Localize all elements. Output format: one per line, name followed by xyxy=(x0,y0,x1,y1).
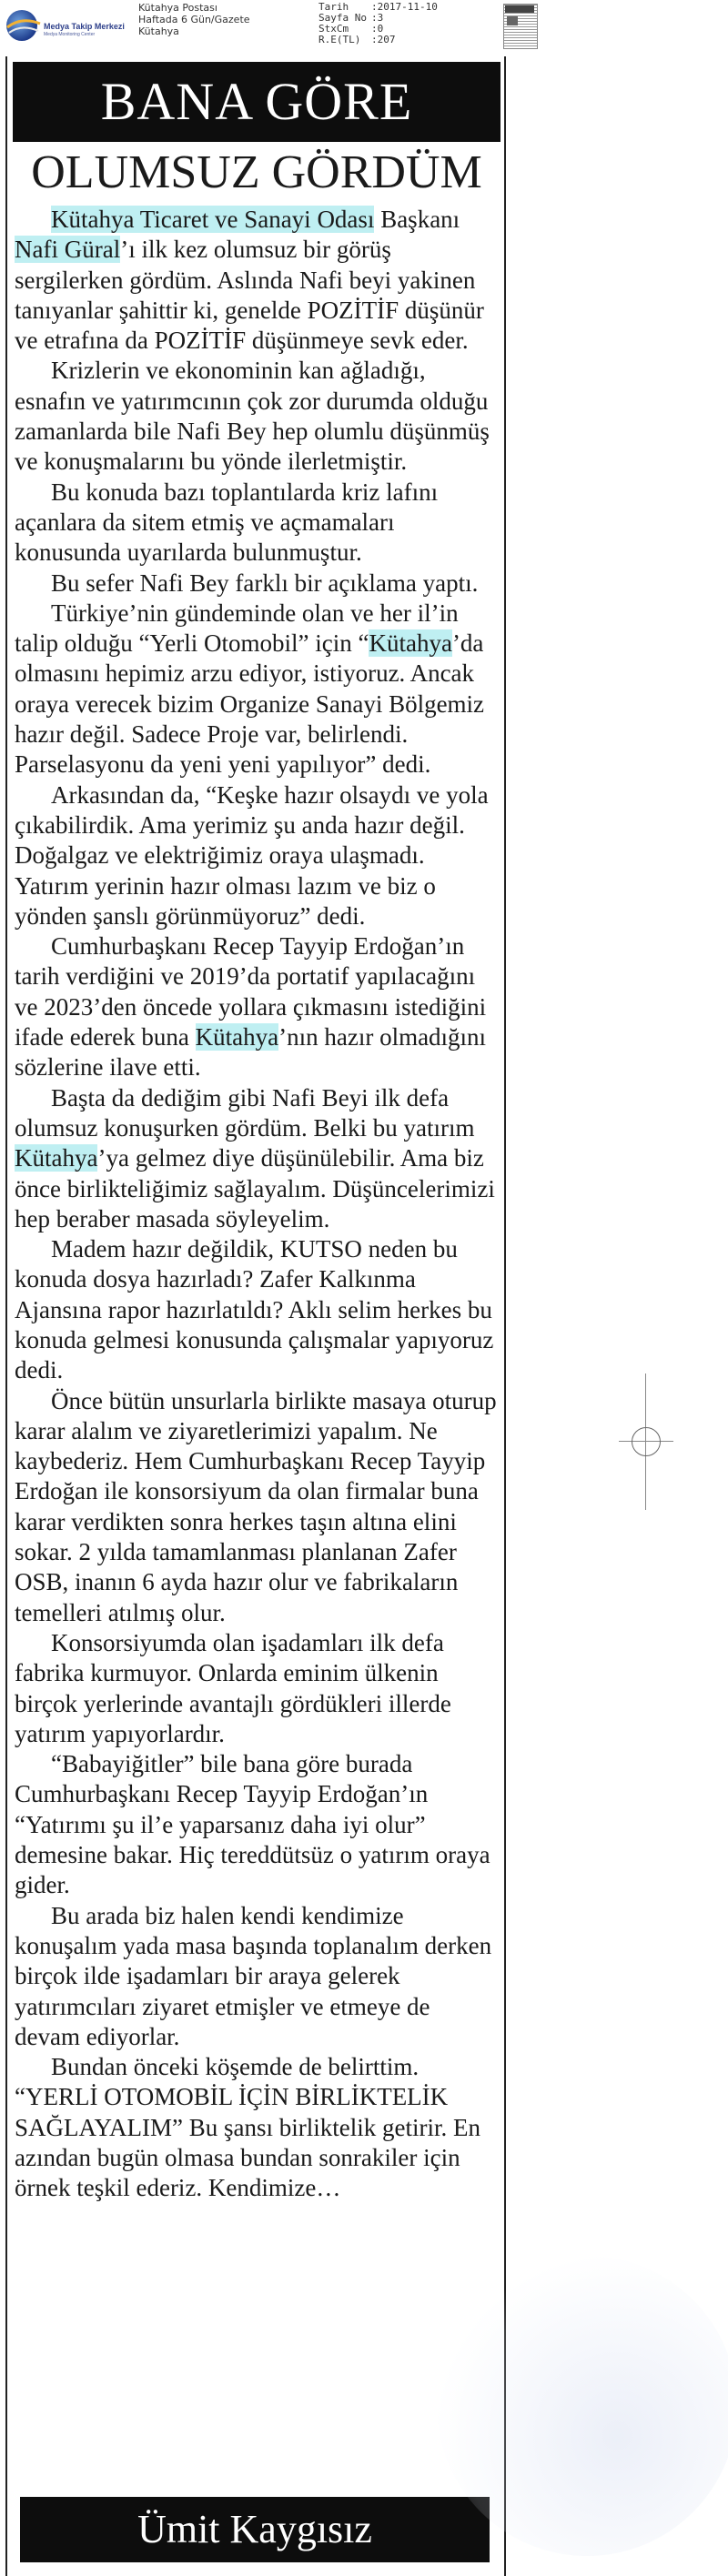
publication-name: Kütahya Postası xyxy=(138,2,217,14)
paragraph-11: Konsorsiyumda olan işadamları ilk defa fabrika kurmuyor. Onlarda eminim ülkenin birçok yerlerinde avantajlı gördükleri illerde yatırım yapıyorlardır. xyxy=(15,1628,451,1747)
logo-subtext: Medya Monitoring Center xyxy=(44,32,96,37)
paragraph-12: “Babayiğitler” bile bana göre burada Cumhurbaşkanı Recep Tayyip Erdoğan’ın “Yatırımı şu il’e yaparsanız daha iyi olur” demesine bakar. Hiç tereddütsüz o yatırım oraya gider. xyxy=(15,1750,490,1899)
logo-text: Medya Takip Merkezi xyxy=(44,22,125,31)
meta-row-re: R.E(TL) :207 xyxy=(318,34,396,45)
globe-icon xyxy=(4,4,44,44)
publication-info xyxy=(138,2,250,37)
paragraph-5: Türkiye’nin gündeminde olan ve her il’in talip olduğu “Yerli Otomobil” için “Kütahya’da olmasını hepimiz arzu ediyor, istiyoruz. Ancak oraya verecek bizim Organize Sanayi Bölgemiz hazır değil. Sadece Proje var, belirlendi. Parselasyonu da yeni yeni yapılıyor” dedi. xyxy=(15,599,485,779)
media-monitor-logo xyxy=(4,4,138,44)
registration-mark-icon xyxy=(619,1374,673,1510)
watermark xyxy=(437,2256,728,2556)
highlight-kutahya: Kütahya xyxy=(15,1144,98,1172)
article-headline: OLUMSUZ GÖRDÜM xyxy=(31,146,482,198)
highlight-name: Nafi Güral xyxy=(15,236,121,264)
paragraph-7: Cumhurbaşkanı Recep Tayyip Erdoğan’ın tarih verdiğini ve 2019’da portatif yapılacağını ve 2023’den öncede yollara çıkmasını istediğini ifade ederek buna Kütahya’nın hazır olmadığını sözlerine ilave etti. xyxy=(15,932,487,1082)
article-body xyxy=(15,205,499,2204)
paragraph-13: Bu arada biz halen kendi kendimize konuşalım yada masa başında toplanalım derken birçok ilde işadamları bir araya gelerek yatırımcıları ziyaret etmişler ve etmeye de devam ediyorlar. xyxy=(15,1901,492,2050)
page-thumbnail-masthead xyxy=(505,5,534,13)
page-thumbnail-block xyxy=(507,16,518,25)
highlight-kutahya: Kütahya xyxy=(369,629,452,658)
paragraph-14: Bundan önceki köşemde de belirttim. “YERLİ OTOMOBİL İÇİN BİRLİKTELİK SAĞLAYALIM” Bu şansı birliktelik getirir. En azından bugün olmasa bundan sonrakiler için örnek teşkil ederiz. Kendimize… xyxy=(15,2053,480,2202)
meta-row-page: Sayfa No :3 xyxy=(318,12,384,24)
meta-row-stxcm: StxCm :0 xyxy=(318,23,384,35)
highlight-chamber: Kütahya Ticaret ve Sanayi Odası xyxy=(51,206,375,233)
paragraph-2: Krizlerin ve ekonominin kan ağladığı, esnafın ve yatırımcının çok zor durumda olduğu zamanlarda bile Nafi Bey hep olumlu düşünmüş ve konuşmalarını bu yönde ilerletmiştir. xyxy=(15,357,490,476)
paragraph-8: Başta da dediğim gibi Nafi Beyi ilk defa olumsuz konuşurken gördüm. Belki bu yatırım Kütahya’ya gelmez diye düşünülebilir. Ama biz önce birlikteliğimiz sağlayalım. Düşüncelerimizi hep beraber masada söyleyelim. xyxy=(15,1083,495,1233)
paragraph-4: Bu sefer Nafi Bey farklı bir açıklama yaptı. xyxy=(51,569,479,597)
meta-row-date: Tarih :2017-11-10 xyxy=(318,1,438,13)
paragraph-1: Kütahya Ticaret ve Sanayi Odası Başkanı Nafi Güral’ı ilk kez olumsuz bir görüş sergilerken gördüm. Aslında Nafi beyi yakinen tanıyanlar şahittir ki, genelde POZİTİF düşünür ve etrafına da POZİTİF düşünmeye sevk eder. xyxy=(15,206,484,355)
highlight-kutahya: Kütahya xyxy=(195,1023,279,1052)
publication-city: Kütahya xyxy=(138,25,179,37)
paragraph-6: Arkasından da, “Keşke hazır olsaydı ve yola çıkabilirdik. Ama yerimiz şu anda hazır değil. Doğalgaz ve elektriğimiz oraya ulaşmadı. Yatırım yerinin hazır olması lazım ve biz o yönden şanslı görünmüyoruz” dedi. xyxy=(15,780,489,930)
paragraph-9: Madem hazır değildik, KUTSO neden bu konuda dosya hazırladı? Zafer Kalkınma Ajansına rapor hazırlatıldı? Aklı selim herkes bu konuda gelmesi konusunda çalışmalar yapıyoruz dedi. xyxy=(15,1235,494,1384)
publication-frequency: Haftada 6 Gün/Gazete xyxy=(138,14,250,25)
clipping-metadata xyxy=(318,2,438,45)
clipping-header xyxy=(0,0,728,55)
column-title: BANA GÖRE xyxy=(13,62,500,142)
author-name: Ümit Kaygısız xyxy=(20,2497,490,2562)
paragraph-3: Bu konuda bazı toplantılarda kriz lafını açanlara da sitem etmiş ve açmamaları konusunda uyarılarda bulunmuştur. xyxy=(15,478,439,567)
paragraph-10: Önce bütün unsurlarla birlikte masaya oturup karar alalım ve ziyaretlerimizi yapalım. Ne kaybederiz. Hem Cumhurbaşkanı Recep Tayyip Erdoğan ile konsorsiyum da olan firmalar buna karar verdikten sonra herkes taşın altına elini sokar. 2 yılda tamamlanması planlanan Zafer OSB, inanın 6 ayda hazır olur ve fabrikaların temelleri atılmış olur. xyxy=(15,1386,497,1626)
